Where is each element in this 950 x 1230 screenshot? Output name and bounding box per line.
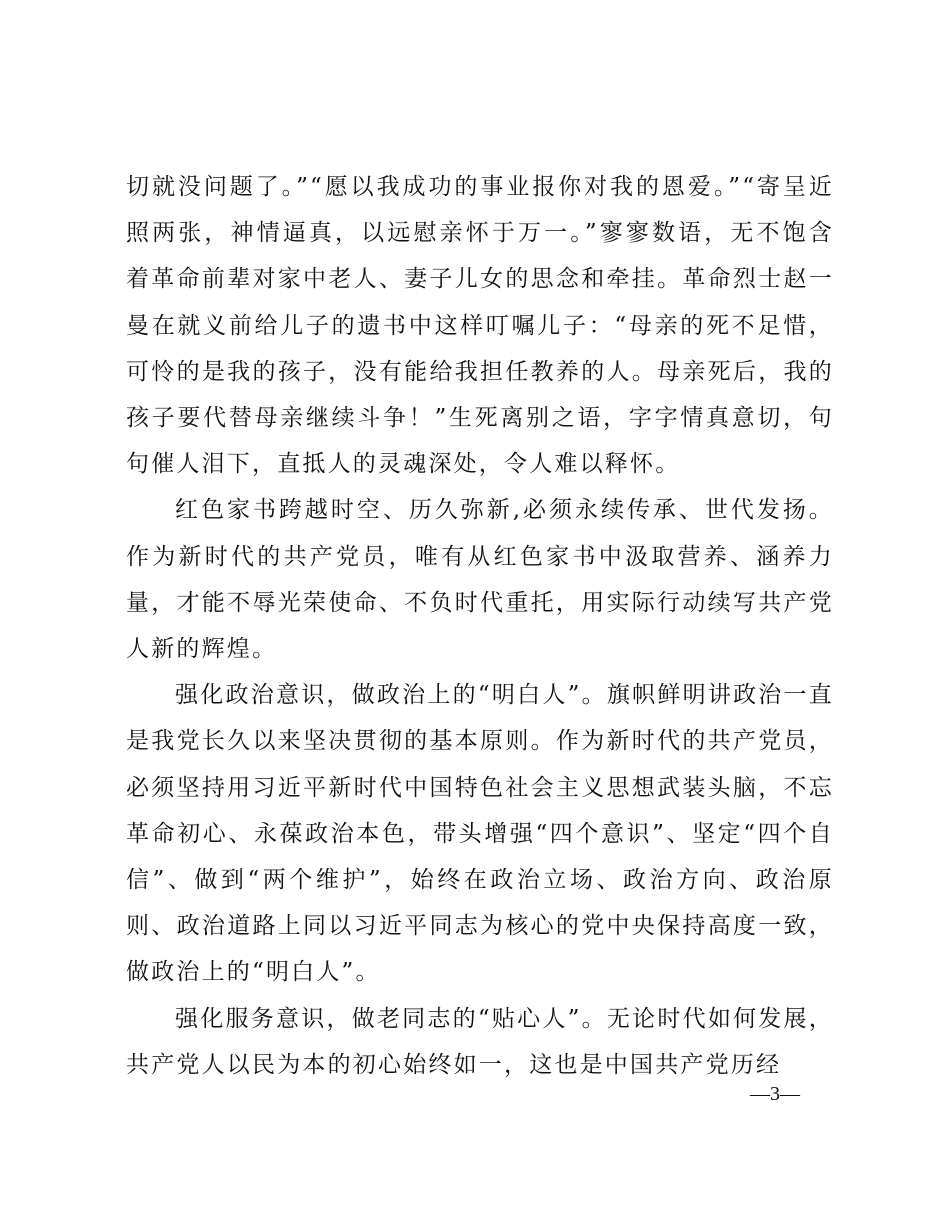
paragraph-service-awareness: 强化服务意识，做老同志的“贴心人”。无论时代如何发展，共产党人以民为本的初心始终如一，这也是中国共产党历经 — [126, 1005, 834, 1078]
body-text — [126, 164, 834, 1088]
paragraph-political-awareness: 强化政治意识，做政治上的“明白人”。旗帜鲜明讲政治一直是我党长久以来坚决贯彻的基本原则。作为新时代的共产党员，必须坚持用习近平新时代中国特色社会主义思想武装头脑，不忘革命初心、永葆政治本色，带头增强“四个意识”、坚定“四个自信”、做到“两个维护”，始终在政治立场、政治方向、政治原则、政治道路上同以习近平同志为核心的党中央保持高度一致，做政治上的“明白人”。 — [126, 682, 834, 986]
page-number: —3— — [750, 1083, 800, 1105]
paragraph-red-letters: 红色家书跨越时空、历久弥新,必须永续传承、世代发扬。作为新时代的共产党员，唯有从红色家书中汲取营养、涵养力量，才能不辱光荣使命、不负时代重托，用实际行动续写共产党人新的辉煌。 — [126, 497, 834, 663]
paragraph-continued: 切就没问题了。”“愿以我成功的事业报你对我的恩爱。”“寄呈近照两张，神情逼真，以远慰亲怀于万一。”寥寥数语，无不饱含着革命前辈对家中老人、妻子儿女的思念和牵挂。革命烈士赵一曼在就义前给儿子的遗书中这样叮嘱儿子：“母亲的死不足惜，可怜的是我的孩子，没有能给我担任教养的人。母亲死后，我的孩子要代替母亲继续斗争！”生死离别之语，字字情真意切，句句催人泪下，直抵人的灵魂深处，令人难以释怀。 — [126, 174, 834, 478]
